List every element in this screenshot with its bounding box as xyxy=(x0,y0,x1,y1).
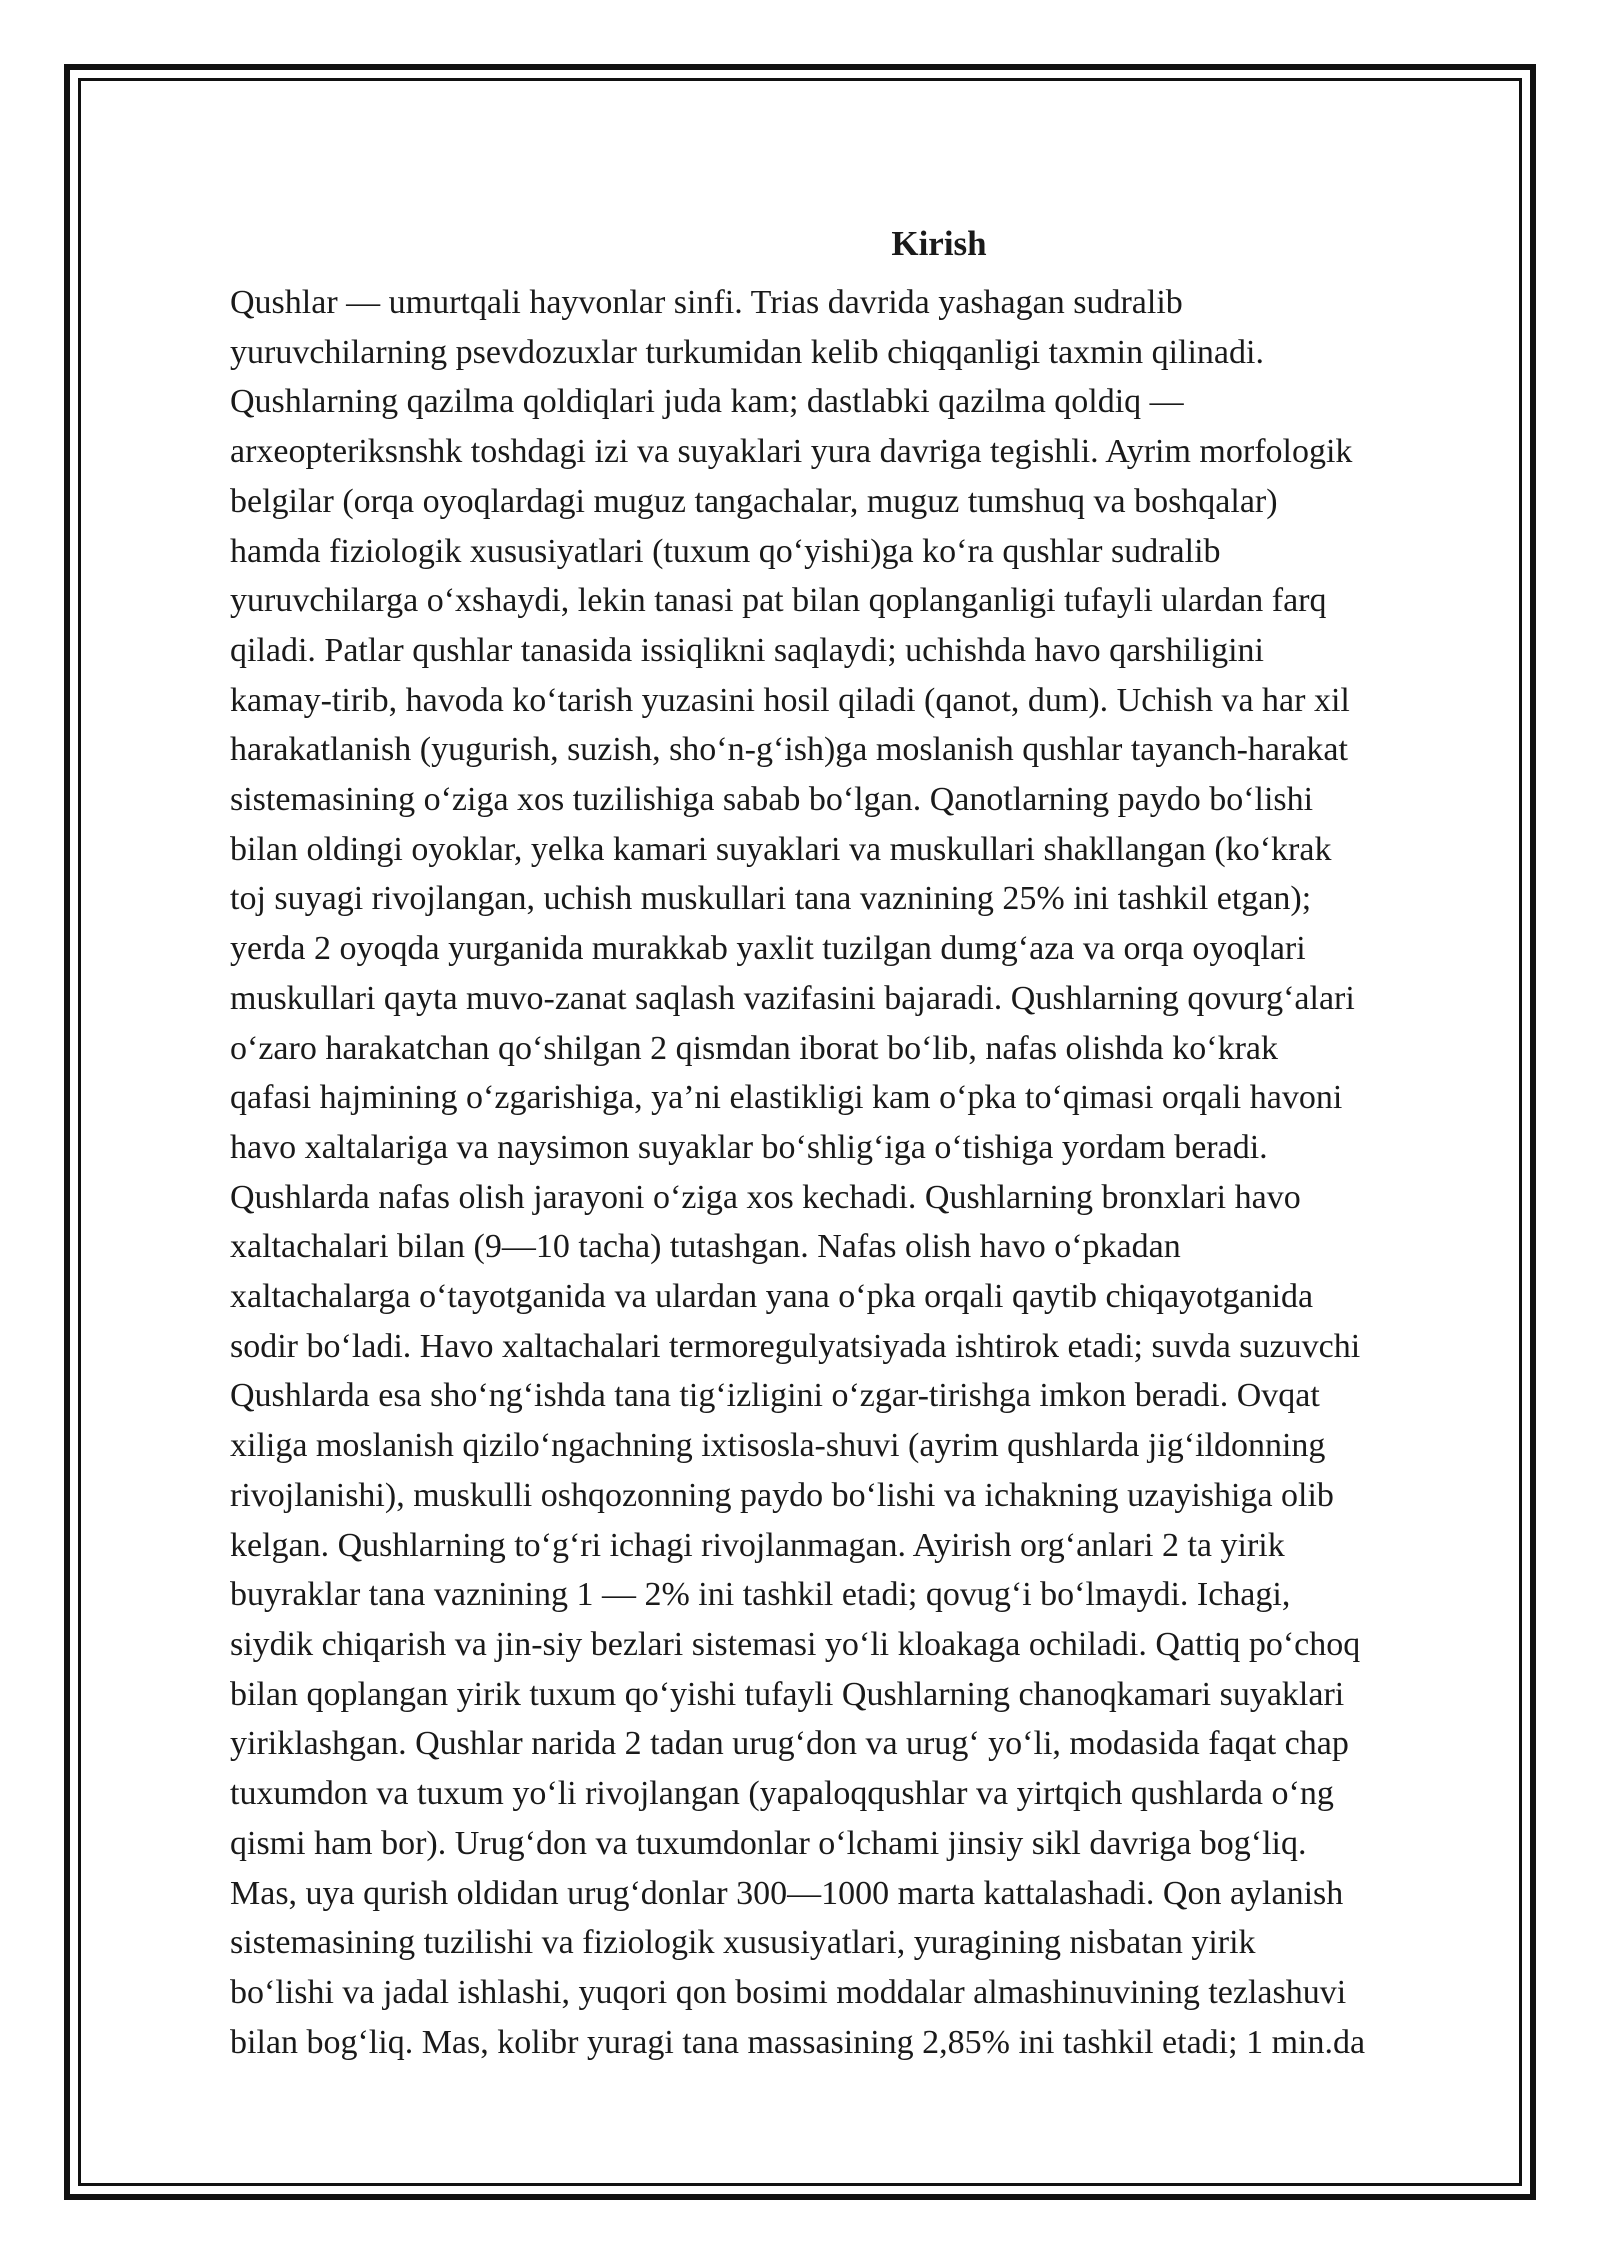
body-paragraph: Qushlar — umurtqali hayvonlar sinfi. Trias davrida yashagan sudralib yuruvchilarning psevdozuxlar turkumidan kelib chiqqanligi taxmin qilinadi. Qushlarning qazilma qoldiqlari juda kam; dastlabki qazilma qoldiq — arxeopteriksnshk toshdagi izi va suyaklari yura davriga tegishli. Ayrim morfologik belgilar (orqa oyoqlardagi muguz tangachalar, muguz tumshuq va boshqalar) hamda fiziologik xususiyatlari (tuxum qoʻyishi)ga koʻra qushlar sudralib yuruvchilarga oʻxshaydi, lekin tanasi pat bilan qoplanganligi tufayli ulardan farq qiladi. Patlar qushlar tanasida issiqlikni saqlaydi; uchishda havo qarshiligini kamay-tirib, havoda koʻtarish yuzasini hosil qiladi (qanot, dum). Uchish va har xil harakatlanish (yugurish, suzish, shoʻn-gʻish)ga moslanish qushlar tayanch-harakat sistemasining oʻziga xos tuzilishiga sabab boʻlgan. Qanotlarning paydo boʻlishi bilan oldingi oyoklar, yelka kamari suyaklari va muskullari shakllangan (koʻkrak toj suyagi rivojlangan, uchish muskullari tana vaznining 25% ini tashkil etgan); yerda 2 oyoqda yurganida murakkab yaxlit tuzilgan dumgʻaza va orqa oyoqlari muskullari qayta muvo-zanat saqlash vazifasini bajaradi. Qushlarning qovurgʻalari oʻzaro harakatchan qoʻshilgan 2 qismdan iborat boʻlib, nafas olishda koʻkrak qafasi hajmining oʻzgarishiga, ya’ni elastikligi kam oʻpka toʻqimasi orqali havoni havo xaltalariga va naysimon suyaklar boʻshligʻiga oʻtishiga yordam beradi. Qushlarda nafas olish jarayoni oʻziga xos kechadi. Qushlarning bronxlari havo xaltachalari bilan (9—10 tacha) tutashgan. Nafas olish havo oʻpkadan xaltachalarga oʻtayotganida va ulardan yana oʻpka orqali qaytib chiqayotganida sodir boʻladi. Havo xaltachalari termoregulyatsiyada ishtirok etadi; suvda suzuvchi Qushlarda esa shoʻngʻishda tana tigʻizligini oʻzgar-tirishga imkon beradi. Ovqat xiliga moslanish qiziloʻngachning ixtisosla-shuvi (ayrim qushlarda jigʻildonning rivojlanishi), muskulli oshqozonning paydo boʻlishi va ichakning uzayishiga olib kelgan. Qushlarning toʻgʻri ichagi rivojlanmagan. Ayirish orgʻanlari 2 ta yirik buyraklar tana vaznining 1 — 2% ini tashkil etadi; qovugʻi boʻlmaydi. Ichagi, siydik chiqarish va jin-siy bezlari sistemasi yoʻli kloakaga ochiladi. Qattiq poʻchoq bilan qoplangan yirik tuxum qoʻyishi tufayli Qushlarning chanoqkamari suyaklari yiriklashgan. Qushlar narida 2 tadan urugʻdon va urugʻ yoʻli, modasida faqat chap tuxumdon va tuxum yoʻli rivojlangan (yapaloqqushlar va yirtqich qushlarda oʻng qismi ham bor). Urugʻdon va tuxumdonlar oʻlchami jinsiy sikl davriga bogʻliq. Mas, uya qurish oldidan urugʻdonlar 300—1000 marta kattalashadi. Qon aylanish sistemasining tuzilishi va fiziologik xususiyatlari, yuragining nisbatan yirik boʻlishi va jadal ishlashi, yuqori qon bosimi moddalar almashinuvining tezlashuvi bilan bogʻliq. Mas, kolibr yuragi tana massasining 2,85% ini tashkil etadi; 1 min.da xyxy=(230,284,1366,2061)
document-content xyxy=(230,222,1498,2067)
document-title: Kirish xyxy=(891,224,987,263)
